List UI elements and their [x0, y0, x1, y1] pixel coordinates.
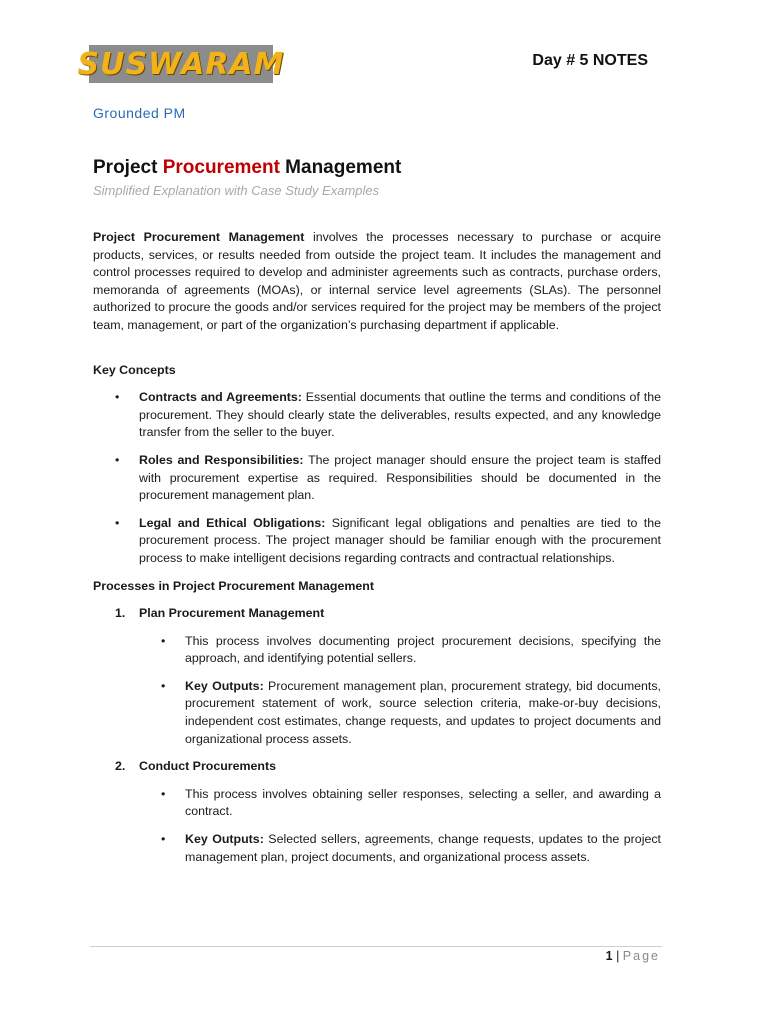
title-part-2: Management: [279, 157, 402, 178]
list-item: [93, 831, 661, 866]
concept-text: The project manager should ensure the project team is staffed with procurement expertise as required. Responsibilities should be documented in the procurement management plan.: [139, 452, 661, 503]
bullet-icon: •: [161, 678, 166, 693]
processes-heading: Processes in Project Procurement Management: [93, 578, 374, 593]
concept-text: Essential documents that outline the terms and conditions of the procurement. They should clearly state the deliverables, results expected, and any knowledge transfer from the seller to the buyer.: [139, 390, 661, 440]
intro-paragraph: [93, 229, 661, 335]
concept-term: Legal and Ethical Obligations:: [139, 515, 326, 530]
process-item: [93, 605, 661, 623]
outputs-label: Key Outputs:: [185, 832, 264, 847]
concept-term: Contracts and Agreements:: [139, 390, 302, 405]
key-concepts-heading: Key Concepts: [93, 362, 176, 377]
list-item: [93, 452, 661, 505]
intro-body: involves the processes necessary to purchase or acquire products, services, or results needed from outside the project team. It includes the management and control processes required to develop and administer agreements such as contracts, purchase orders, memoranda of agreements (MOAs), or internal service level agreements (SLAs). The personnel authorized to procure the goods and/or services required for the project may be members of the project team, management, or part of the organization’s purchasing department if applicable.: [93, 230, 661, 332]
bullet-icon: •: [115, 515, 120, 530]
bullet-icon: •: [161, 832, 166, 847]
process-number: 1.: [115, 606, 126, 621]
outputs-text: Procurement management plan, procurement strategy, bid documents, procurement statement of work, source selection criteria, make-or-buy decisions, independent cost estimates, change requests, and updates to project documents and organizational process assets.: [185, 678, 661, 746]
process-name: Plan Procurement Management: [139, 606, 325, 621]
process-desc: This process involves obtaining seller responses, selecting a seller, and awarding a contract.: [185, 786, 661, 819]
list-item: [93, 678, 661, 748]
day-notes-label: Day # 5 NOTES: [532, 52, 648, 69]
list-item: [93, 389, 661, 442]
page-subtitle: Simplified Explanation with Case Study Examples: [93, 183, 380, 198]
page-word: Page: [622, 949, 660, 963]
outputs-text: Selected sellers, agreements, change requests, updates to the project management plan, project documents, and organizational process assets.: [185, 832, 661, 864]
list-item: [93, 515, 661, 568]
concept-term: Roles and Responsibilities:: [139, 452, 304, 467]
process-item: [93, 758, 661, 776]
page-title: [93, 157, 401, 179]
title-part-1: Project: [93, 157, 163, 178]
page-footer: [606, 949, 660, 963]
process-details-list-2: [93, 786, 661, 866]
processes-list-2: [93, 758, 661, 776]
process-number: 2.: [115, 759, 126, 774]
bullet-icon: •: [161, 633, 166, 648]
page-separator: |: [612, 949, 623, 963]
outputs-label: Key Outputs:: [185, 678, 264, 693]
list-item: [93, 633, 661, 668]
process-name: Conduct Procurements: [139, 759, 277, 774]
bullet-icon: •: [115, 452, 120, 467]
title-highlight: Procurement: [162, 157, 280, 178]
tagline: Grounded PM: [93, 105, 186, 121]
suswaram-logo: [77, 45, 285, 83]
key-concepts-list: [93, 389, 661, 567]
process-details-list: [93, 633, 661, 749]
list-item: [93, 786, 661, 821]
processes-list: [93, 605, 661, 623]
footer-divider: [90, 946, 662, 947]
intro-lead: Project Procurement Management: [93, 230, 305, 244]
page-number: 1: [605, 949, 613, 963]
concept-text: Significant legal obligations and penalties are tied to the procurement process. The project manager should be familiar enough with the procurement process to make intelligent decisions regarding contracts and contractual relationships.: [139, 515, 661, 565]
logo-text: SUSWARAM: [77, 46, 285, 82]
document-body: [93, 229, 661, 866]
bullet-icon: •: [161, 786, 166, 801]
bullet-icon: •: [115, 390, 120, 405]
process-desc: This process involves documenting project procurement decisions, specifying the approach, and identifying potential sellers.: [185, 633, 661, 666]
